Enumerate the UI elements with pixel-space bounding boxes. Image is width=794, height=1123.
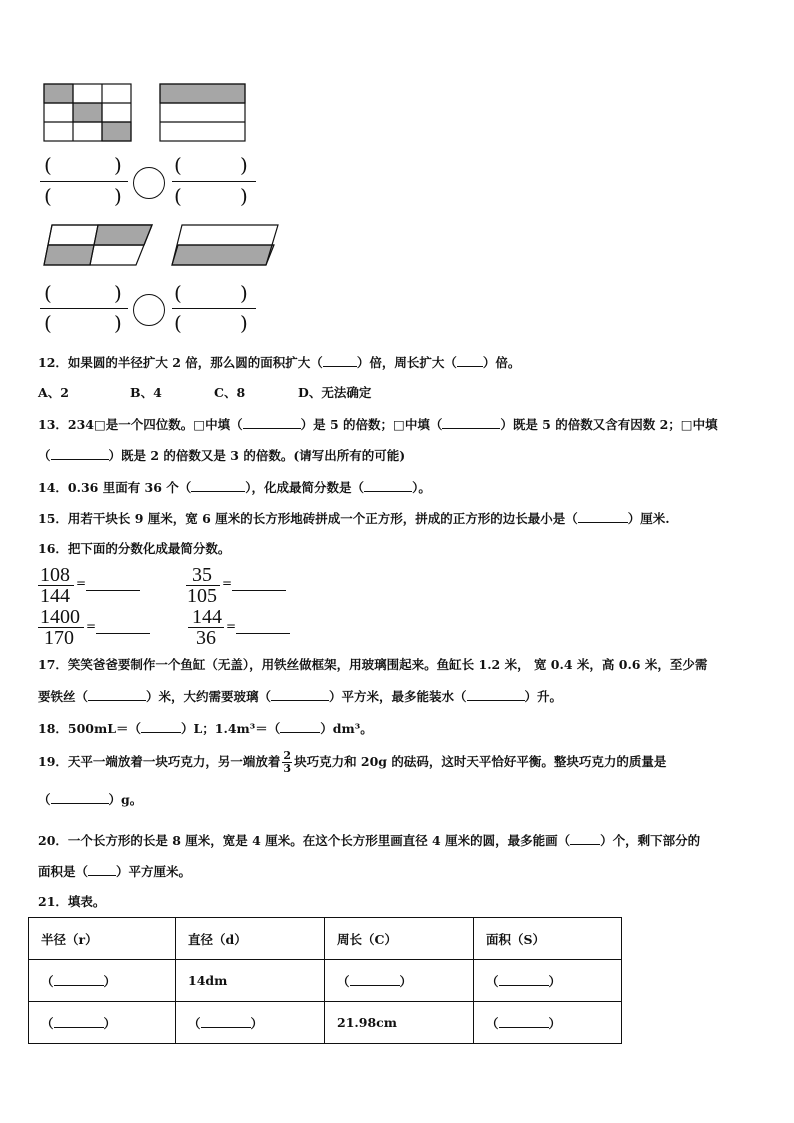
paren-open: ( — [174, 311, 182, 335]
answer-blank[interactable] — [88, 688, 146, 701]
question-20-line2: 面积是（ ）平方厘米。 — [38, 864, 192, 879]
fraction-bar — [40, 308, 128, 309]
answer-blank[interactable] — [88, 863, 116, 876]
answer-blank[interactable] — [51, 447, 109, 460]
option-a[interactable]: A、2 — [38, 385, 69, 400]
paren-close: ) — [114, 311, 122, 335]
table-row — [29, 960, 622, 1002]
question-19-line2: （ ）g。 — [38, 792, 143, 807]
table-cell: 14dm — [176, 960, 325, 1002]
question-15: 15．用若干块长 9 厘米，宽 6 厘米的长方形地砖拼成一个正方形，拼成的正方形的边长最小是（ ）厘米. — [38, 511, 670, 526]
answer-line[interactable] — [86, 590, 140, 591]
compare-circle[interactable] — [133, 294, 165, 326]
answer-line[interactable] — [232, 590, 286, 591]
paren-open: ( — [174, 281, 182, 305]
question-21-title: 21．填表。 — [38, 894, 106, 909]
header-radius: 半径（r） — [29, 918, 176, 960]
answer-blank[interactable] — [570, 832, 600, 845]
paren-open: ( — [44, 311, 52, 335]
paren-open: ( — [174, 153, 182, 177]
shapes-figure-top — [40, 80, 260, 150]
paren-close: ) — [114, 184, 122, 208]
paren-close: ) — [240, 153, 248, 177]
paren-close: ) — [240, 184, 248, 208]
answer-blank[interactable] — [191, 479, 245, 492]
question-13-line1: 13．234□是一个四位数。□中填（ ）是 5 的倍数；□中填（ ）既是 5 的倍数又含有因数 2；□中填 — [38, 417, 718, 432]
fraction-bar — [172, 308, 256, 309]
question-20-line1: 20．一个长方形的长是 8 厘米，宽是 4 厘米。在这个长方形里画直径 4 厘米的圆，最多能画（ ）个，剩下部分的 — [38, 833, 701, 848]
header-diameter: 直径（d） — [176, 918, 325, 960]
answer-blank[interactable] — [271, 688, 329, 701]
question-12-options — [38, 385, 371, 401]
question-17-line1: 17．笑笑爸爸要制作一个鱼缸（无盖），用铁丝做框架，用玻璃围起来。鱼缸长 1.2 米， 宽 0.4 米，高 0.6 米，至少需 — [38, 657, 708, 672]
table-row — [29, 1002, 622, 1044]
rect-3-rows — [160, 84, 245, 141]
answer-blank[interactable] — [442, 416, 500, 429]
question-16-title: 16．把下面的分数化成最简分数。 — [38, 541, 231, 556]
answer-blank[interactable] — [467, 688, 525, 701]
answer-blank[interactable] — [51, 791, 109, 804]
paren-close: ) — [240, 311, 248, 335]
answer-blank[interactable] — [280, 720, 320, 733]
paren-close: ) — [240, 281, 248, 305]
fraction-2-3: $\frac{2}{3}$ — [283, 749, 292, 775]
option-c[interactable]: C、8 — [214, 385, 246, 400]
paren-open: ( — [44, 153, 52, 177]
fraction-bar — [40, 181, 128, 182]
answer-line[interactable] — [236, 633, 290, 634]
question-17-line2: 要铁丝（ ）米，大约需要玻璃（ ）平方米，最多能装水（ ）升。 — [38, 689, 563, 704]
table-cell: 21.98cm — [325, 1002, 474, 1044]
header-circumference: 周长（C） — [325, 918, 474, 960]
table-cell[interactable]: （ ） — [29, 1002, 176, 1044]
paren-open: ( — [174, 184, 182, 208]
answer-line[interactable] — [96, 633, 150, 634]
paren-open: ( — [44, 281, 52, 305]
question-13-line2: （ ）既是 2 的倍数又是 3 的倍数。(请写出所有的可能) — [38, 448, 406, 463]
table-cell[interactable]: （ ） — [29, 960, 176, 1002]
table-cell[interactable]: （ ） — [474, 1002, 622, 1044]
paren-close: ) — [114, 281, 122, 305]
paren-open: ( — [44, 184, 52, 208]
answer-blank[interactable] — [457, 354, 483, 367]
table-cell[interactable]: （ ） — [176, 1002, 325, 1044]
option-d[interactable]: D、无法确定 — [298, 385, 372, 400]
answer-blank[interactable] — [323, 354, 357, 367]
answer-blank[interactable] — [364, 479, 412, 492]
question-14: 14．0.36 里面有 36 个（ ），化成最简分数是（ ）。 — [38, 480, 431, 495]
question-12: 12．如果圆的半径扩大 2 倍，那么圆的面积扩大（ ）倍，周长扩大（ ）倍。 — [38, 355, 521, 370]
fill-table — [28, 917, 622, 1044]
paren-close: ) — [114, 153, 122, 177]
answer-blank[interactable] — [578, 510, 628, 523]
question-18: 18．500mL＝（ ）L；1.4m³＝（ ）dm³。 — [38, 721, 373, 736]
header-area: 面积（S） — [474, 918, 622, 960]
compare-circle[interactable] — [133, 167, 165, 199]
question-19-line1: 19．天平一端放着一块巧克力，另一端放着 $\frac{2}{3}$ 块巧克力和 20g 的砝码，这时天平恰好平衡。整块巧克力的质量是 — [38, 749, 667, 775]
fraction-bar — [172, 181, 256, 182]
table-header-row — [29, 918, 622, 960]
table-cell[interactable]: （ ） — [474, 960, 622, 1002]
table-cell[interactable]: （ ） — [325, 960, 474, 1002]
answer-blank[interactable] — [141, 720, 181, 733]
parallelogram-halves — [172, 225, 278, 265]
shapes-figure-bottom — [40, 220, 280, 272]
option-b[interactable]: B、4 — [130, 385, 162, 400]
parallelogram-quarters — [44, 225, 152, 265]
answer-blank[interactable] — [243, 416, 301, 429]
grid-3x3 — [44, 84, 131, 141]
